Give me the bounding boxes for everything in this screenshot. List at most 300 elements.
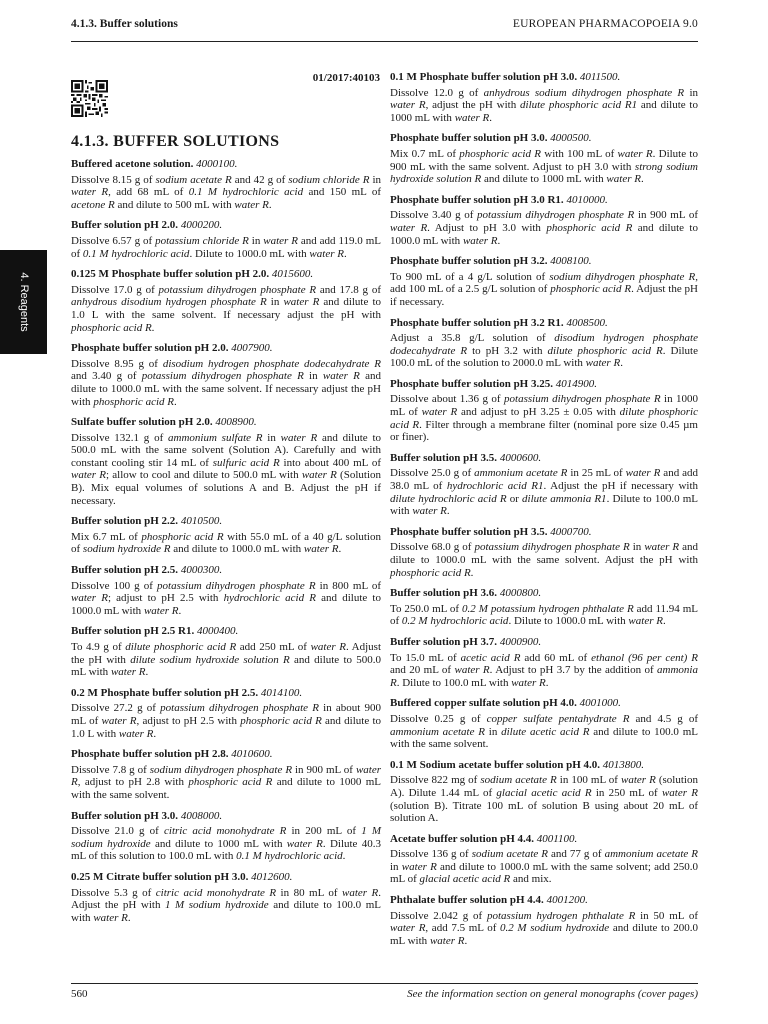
- reagent-name: potassium dihydrogen phosphate R: [504, 393, 661, 406]
- body-text: in 50 mL of: [635, 909, 699, 922]
- entry-title: [71, 515, 381, 528]
- body-text: and dilute to 1000.0 mL with: [170, 543, 304, 556]
- entry-code: 4000600.: [499, 451, 542, 464]
- body-text: .: [173, 395, 177, 408]
- body-text: Dissolve 8.15 g of: [71, 173, 156, 186]
- buffer-entry: [390, 71, 698, 124]
- reagent-name: dilute hydrochloric acid R: [390, 492, 507, 505]
- reagent-name: phosphoric acid R: [141, 530, 224, 543]
- body-text: . Dilute to 1000.0 mL with: [508, 615, 629, 628]
- body-text: and dilute to 1000 mL with: [390, 99, 698, 124]
- entry-body: [71, 641, 381, 679]
- entry-name: 0.125 M Phosphate buffer solution pH 2.0.: [71, 268, 270, 281]
- body-text: in: [303, 370, 323, 383]
- reagent-name: water R: [309, 247, 344, 260]
- reagent-name: ammonium acetate R: [390, 725, 485, 738]
- body-text: and 17.8 g of: [316, 283, 381, 296]
- entry-title: [390, 132, 698, 145]
- entry-body: [71, 284, 381, 334]
- body-text: in: [266, 296, 284, 309]
- body-text: and 77 g of: [548, 848, 605, 861]
- body-text: To 15.0 mL of: [390, 651, 461, 664]
- reagent-name: phosphoric acid R: [93, 395, 174, 408]
- body-text: and adjust to pH 3.25 ± 0.05 with: [457, 406, 620, 419]
- body-text: To 900 mL of a 4 g/L solution of: [390, 270, 550, 283]
- entry-name: Buffer solution pH 3.6.: [390, 587, 498, 600]
- reagent-name: dilute phosphoric acid R: [390, 406, 698, 431]
- body-text: , add 7.5 mL of: [425, 922, 501, 935]
- body-text: and dilute to 1.0 L with: [71, 714, 381, 740]
- reagent-name: water R: [118, 727, 154, 740]
- body-text: . Adjust the pH if necessary.: [390, 283, 698, 308]
- body-text: (solution B). Titrate 100 mL of solution B using about 20 mL of solution A.: [390, 799, 698, 825]
- reagent-name: potassium dihydrogen phosphate R: [477, 209, 635, 222]
- entry-code: 4010000.: [566, 193, 608, 206]
- reagent-name: water R: [644, 541, 680, 554]
- reagent-name: 0.1 M hydrochloric acid: [82, 247, 190, 260]
- entry-body: [71, 235, 381, 260]
- body-text: in 200 mL of: [286, 825, 362, 838]
- body-text: in 800 mL of: [315, 579, 382, 592]
- header-divider: [71, 41, 698, 42]
- right-column: [390, 71, 698, 955]
- reagent-name: water R: [143, 604, 179, 617]
- entry-body: [390, 148, 698, 186]
- body-text: into about 400 mL of: [279, 456, 381, 469]
- reagent-name: sodium acetate R: [471, 848, 548, 861]
- reagent-name: glacial acetic acid R: [496, 786, 592, 799]
- reagent-name: water R: [454, 664, 490, 677]
- body-text: .: [545, 676, 549, 689]
- entry-code: 4001200.: [546, 894, 588, 907]
- body-text: . Filter through a membrane filter (nominal pore size 0.45 µm or finer).: [390, 418, 698, 444]
- reagent-name: water R: [606, 173, 641, 186]
- entry-title: [71, 625, 381, 638]
- entry-code: 4015600.: [271, 268, 314, 281]
- reagent-name: dilute acetic acid R: [501, 725, 590, 738]
- buffer-entry: [390, 378, 698, 444]
- body-text: in: [390, 860, 402, 873]
- entry-title: [390, 636, 698, 649]
- body-text: and dilute to 500 mL with: [114, 198, 235, 211]
- entry-name: Buffered acetone solution.: [71, 158, 194, 170]
- reagent-name: acetic acid R: [460, 651, 521, 664]
- entry-body: [71, 174, 381, 212]
- body-text: Dissolve 6.57 g of: [71, 234, 156, 247]
- body-text: Dissolve 132.1 g of: [71, 431, 169, 444]
- reagent-name: potassium chloride R: [155, 234, 249, 247]
- body-text: , adjust to pH 2.8 with: [77, 776, 189, 789]
- entry-title: [390, 587, 698, 600]
- reagent-name: water R: [412, 505, 447, 518]
- reagent-name: 1 M sodium hydroxide: [71, 825, 381, 850]
- reagent-name: phosphoric acid R: [71, 321, 152, 334]
- reagent-name: sulfuric acid R: [212, 456, 280, 469]
- entry-title: [390, 194, 698, 207]
- body-text: . Dilute 40.3 mL of this solution to 100.0 mL with: [71, 837, 381, 863]
- footer-note: See the information section on general monographs (cover pages): [407, 988, 698, 1000]
- entry-code: 4001100.: [536, 832, 578, 845]
- entry-body: [390, 87, 698, 125]
- body-text: and dilute to 1000.0 mL with the same solvent; add 250.0 mL of: [390, 860, 699, 886]
- entry-code: 4008100.: [550, 255, 592, 268]
- reagent-name: sodium dihydrogen phosphate R: [549, 270, 696, 283]
- reagent-name: dilute phosphoric acid R: [547, 344, 663, 357]
- buffer-entry: [71, 687, 381, 740]
- body-text: .: [489, 111, 492, 124]
- running-header-section: 4.1.3. Buffer solutions: [71, 18, 178, 30]
- body-text: and dilute to 1000.0 mL with: [390, 221, 698, 247]
- reagent-name: water R: [101, 714, 137, 727]
- body-text: Dissolve 17.0 g of: [71, 283, 159, 296]
- entry-body: [390, 393, 698, 443]
- entry-name: Buffered copper sulfate solution pH 4.0.: [390, 697, 577, 710]
- entry-name: Sulfate buffer solution pH 2.0.: [71, 416, 213, 429]
- body-text: To 250.0 mL of: [390, 602, 463, 615]
- body-text: , adjust to pH 2.5 with: [136, 714, 241, 727]
- body-text: . Dilute to 100.0 mL with: [390, 492, 698, 518]
- body-text: ; adjust to pH 2.5 with: [107, 592, 224, 605]
- entry-title: [71, 748, 381, 761]
- body-text: Dissolve 27.2 g of: [71, 702, 161, 715]
- reagent-name: water R: [280, 431, 318, 444]
- entry-name: Buffer solution pH 3.0.: [71, 809, 179, 822]
- reagent-name: dilute phosphoric acid R1: [520, 99, 638, 112]
- body-text: .: [620, 357, 623, 370]
- body-text: in: [262, 431, 281, 444]
- body-text: in: [369, 173, 381, 186]
- body-text: Dissolve 2.042 g of: [390, 909, 487, 922]
- body-text: and add 38.0 mL of: [390, 467, 699, 493]
- entry-name: Acetate buffer solution pH 4.4.: [390, 832, 535, 845]
- buffer-entry: [390, 526, 698, 579]
- reagent-name: dilute sodium hydroxide solution R: [130, 653, 290, 666]
- reagent-name: water R: [585, 357, 621, 370]
- body-text: .: [127, 911, 131, 924]
- entry-code: 4000800.: [499, 587, 542, 600]
- body-text: . Adjust to pH 3.7 by the addition of: [489, 664, 658, 677]
- reagent-name: 0.2 M hydrochloric acid: [401, 615, 509, 628]
- body-text: .: [153, 727, 157, 740]
- entry-name: Phosphate buffer solution pH 2.8.: [71, 748, 229, 761]
- buffer-entry: [390, 894, 698, 947]
- body-text: to pH 3.2 with: [467, 344, 548, 357]
- reagent-name: citric acid monohydrate R: [164, 825, 287, 838]
- buffer-entry: [390, 587, 698, 628]
- buffer-entry: [71, 748, 381, 801]
- entry-name: Buffer solution pH 3.7.: [390, 635, 498, 648]
- reagent-name: phosphoric acid R: [240, 714, 322, 727]
- entry-title: [390, 697, 698, 710]
- reagent-name: ethanol (96 per cent) R: [591, 651, 699, 664]
- reagent-name: ammonia R: [390, 664, 698, 689]
- entry-body: [390, 467, 698, 517]
- reagent-name: water R: [390, 99, 426, 112]
- body-text: . Adjust the pH if necessary with: [543, 480, 699, 493]
- body-text: ; allow to cool and dilute to 500.0 mL with: [106, 469, 302, 482]
- entry-code: 4000400.: [197, 625, 239, 638]
- entry-body: [71, 887, 381, 925]
- body-text: .: [470, 566, 474, 579]
- entry-body: [390, 774, 698, 824]
- entry-code: 4014900.: [555, 377, 597, 390]
- reagent-name: water R: [401, 860, 437, 873]
- buffer-entry: [390, 132, 698, 185]
- entry-body: [390, 271, 698, 309]
- entry-code: 4010600.: [231, 748, 273, 761]
- reagent-name: water R: [421, 406, 458, 419]
- body-text: in: [629, 541, 645, 554]
- entry-title: [71, 268, 381, 281]
- reagent-name: copper sulfate pentahydrate R: [486, 712, 630, 725]
- buffer-entry: [390, 194, 698, 247]
- body-text: in 100 mL of: [556, 774, 621, 787]
- entry-title: [390, 526, 698, 539]
- body-text: .: [338, 543, 342, 556]
- body-text: .: [497, 234, 501, 247]
- entry-name: Buffer solution pH 2.5 R1.: [71, 625, 195, 638]
- reagent-name: water R: [661, 786, 698, 799]
- body-text: Mix 0.7 mL of: [390, 147, 460, 160]
- body-text: and 4.5 g of: [629, 712, 698, 725]
- reagent-name: phosphoric acid R: [546, 221, 633, 234]
- reagent-name: water R: [71, 469, 106, 482]
- reagent-name: dilute ammonia R1: [522, 492, 607, 505]
- reagent-name: 0.2 M sodium hydroxide: [500, 922, 610, 935]
- body-text: .: [640, 173, 644, 186]
- body-text: .: [343, 247, 347, 260]
- entry-code: 4000700.: [550, 525, 592, 538]
- body-text: in: [484, 725, 502, 738]
- body-text: and dilute to 1000.0 mL with: [71, 592, 381, 617]
- reagent-name: water R: [71, 592, 108, 605]
- body-text: . Adjust the pH with: [71, 641, 382, 666]
- body-text: in 25 mL of: [567, 467, 626, 480]
- entry-name: Buffer solution pH 3.5.: [390, 451, 498, 464]
- entry-title: [390, 759, 698, 772]
- reagent-name: 0.2 M potassium hydrogen phthalate R: [462, 602, 634, 615]
- reagent-name: sodium acetate R: [155, 173, 232, 186]
- entry-body: [71, 702, 381, 740]
- reagent-name: water R: [454, 111, 490, 124]
- entry-body: [390, 541, 698, 579]
- reagent-name: water R: [390, 922, 426, 935]
- entry-code: 4011500.: [579, 71, 621, 83]
- entry-body: [71, 432, 381, 508]
- body-text: and 20 mL of: [390, 664, 455, 677]
- entry-code: 4008000.: [180, 809, 223, 822]
- buffer-entry: [71, 515, 381, 556]
- entry-name: 0.25 M Citrate buffer solution pH 3.0.: [71, 870, 249, 883]
- reagent-name: hydrochloric acid R: [223, 592, 316, 605]
- entry-title: [390, 255, 698, 268]
- entry-name: Buffer solution pH 2.0.: [71, 219, 179, 232]
- entry-title: [390, 833, 698, 846]
- entry-body: [390, 603, 698, 628]
- entry-body: [390, 910, 698, 948]
- reagent-name: water R: [628, 615, 663, 628]
- entry-code: 4010500.: [180, 515, 223, 528]
- reagent-name: potassium dihydrogen phosphate R: [474, 541, 630, 554]
- reagent-name: ammonium acetate R: [474, 467, 568, 480]
- body-text: , adjust the pH with: [425, 99, 521, 112]
- body-text: To 4.9 g of: [71, 641, 126, 653]
- buffer-entry: [71, 810, 381, 863]
- buffer-entry: [71, 871, 381, 924]
- buffer-entry: [71, 158, 381, 211]
- body-text: and dilute to 500.0 mL with the same solvent (Solution A). Carefully and with constant cooling stir 14 mL of: [71, 431, 381, 469]
- entry-code: 4000200.: [180, 219, 223, 232]
- body-text: . Dilute to 1000.0 mL with: [189, 247, 310, 260]
- body-text: add 11.94 mL of: [390, 602, 698, 628]
- body-text: add 250 mL of: [236, 641, 311, 653]
- entry-title: [71, 158, 381, 171]
- body-text: in: [684, 86, 698, 99]
- entry-name: Phosphate buffer solution pH 3.0.: [390, 132, 548, 145]
- reagent-name: water R: [621, 774, 656, 787]
- entry-name: 0.1 M Phosphate buffer solution pH 3.0.: [390, 71, 578, 83]
- entry-title: [390, 452, 698, 465]
- reagent-name: phosphoric acid R: [459, 147, 541, 160]
- reagent-name: water R: [429, 934, 465, 947]
- reagent-name: ammonium sulfate R: [168, 431, 263, 444]
- body-text: add 60 mL of: [520, 651, 592, 664]
- body-text: in 900 mL of: [634, 209, 698, 222]
- entry-code: 4000900.: [499, 635, 542, 648]
- entry-title: [71, 810, 381, 823]
- body-text: . Adjust the pH with: [71, 886, 381, 912]
- reagent-name: water R: [617, 147, 653, 160]
- body-text: . Dilute to 100.0 mL with: [396, 676, 512, 689]
- reagent-name: potassium hydrogen phthalate R: [487, 909, 636, 922]
- body-text: Dissolve 3.40 g of: [390, 209, 478, 222]
- body-text: Dissolve 7.8 g of: [71, 763, 150, 776]
- reagent-name: water R: [310, 641, 346, 653]
- entry-title: [71, 687, 381, 700]
- buffer-entry: [71, 219, 381, 260]
- reagent-name: water R: [303, 543, 339, 556]
- buffer-entry: [71, 625, 381, 678]
- reagent-name: disodium hydrogen phosphate dodecahydrate R: [390, 332, 698, 357]
- buffer-entry: [71, 342, 381, 408]
- buffer-entry: [71, 416, 381, 507]
- body-text: Dissolve 21.0 g of: [71, 825, 164, 838]
- body-text: with 55.0 mL of a 40 g/L solution of: [71, 530, 381, 556]
- body-text: and 42 g of: [231, 173, 289, 186]
- reagent-name: water R: [342, 886, 379, 899]
- reagent-name: strong sodium hydroxide solution R: [390, 160, 698, 186]
- body-text: (solution A). Dilute 1.44 mL of: [390, 774, 698, 799]
- entry-name: 0.1 M Sodium acetate buffer solution pH 4.0.: [390, 758, 601, 771]
- reagent-name: water R: [71, 186, 109, 199]
- entry-code: 4007900.: [231, 342, 273, 355]
- reagent-name: phosphoric acid R: [550, 283, 632, 296]
- body-text: .: [662, 615, 666, 628]
- buffer-entry: [390, 317, 698, 370]
- reagent-name: hydrochloric acid R1: [446, 480, 544, 493]
- body-text: and dilute to 1000 mL with: [150, 837, 287, 850]
- entry-title: [71, 219, 381, 232]
- reagent-name: water R: [286, 837, 323, 850]
- body-text: in: [248, 234, 264, 247]
- entry-body: [390, 713, 698, 751]
- entry-name: Buffer solution pH 2.2.: [71, 515, 179, 528]
- body-text: and dilute to 100.0 mL with the same solvent.: [390, 725, 699, 751]
- body-text: .: [464, 934, 468, 947]
- entry-body: [390, 209, 698, 247]
- reagent-name: phosphoric acid R: [390, 566, 471, 579]
- reagent-name: potassium dihydrogen phosphate R: [160, 702, 319, 715]
- body-text: Dissolve 100 g of: [71, 579, 158, 592]
- reagent-name: sodium hydroxide R: [82, 543, 171, 556]
- entry-name: 0.2 M Phosphate buffer solution pH 2.5.: [71, 686, 259, 699]
- reagent-name: water R: [322, 370, 360, 383]
- reagent-name: potassium dihydrogen phosphate R: [158, 283, 317, 296]
- reagent-name: water R: [110, 666, 146, 679]
- monograph-reference-number: 01/2017:40103: [312, 72, 380, 84]
- reagent-name: water R: [462, 234, 498, 247]
- entry-code: 4014100.: [260, 686, 303, 699]
- body-text: in 80 mL of: [276, 886, 342, 899]
- body-text: and 150 mL of: [303, 186, 382, 199]
- body-text: . Dilute to 900 mL with the same solvent. Adjust to pH 3.0 with: [390, 147, 698, 173]
- reagent-name: anhydrous sodium dihydrogen phosphate R: [483, 86, 685, 99]
- reagent-name: water R: [71, 763, 381, 789]
- entry-title: [71, 871, 381, 884]
- entry-code: 4008900.: [215, 416, 257, 429]
- reagent-name: potassium dihydrogen phosphate R: [141, 370, 304, 383]
- reagent-name: water R: [263, 234, 298, 247]
- buffer-entry: [71, 564, 381, 617]
- entry-name: Phosphate buffer solution pH 2.0.: [71, 342, 229, 355]
- entry-title: [71, 342, 381, 355]
- body-text: and dilute to 200.0 mL with: [390, 922, 698, 947]
- body-text: and dilute to 100.0 mL with: [71, 899, 381, 924]
- body-text: and dilute to 1000.0 mL with the same solvent. If necessary adjust the pH with: [71, 370, 382, 408]
- body-text: and dilute to 500.0 mL with: [71, 653, 381, 679]
- entry-title: [71, 564, 381, 577]
- body-text: Dissolve about 1.36 g of: [390, 393, 505, 406]
- reagent-name: citric acid monohydrate R: [155, 886, 277, 899]
- entry-code: 4012600.: [251, 870, 293, 883]
- body-text: Dissolve 136 g of: [390, 848, 472, 861]
- buffer-entry: [390, 833, 698, 886]
- buffer-entry: [71, 268, 381, 334]
- body-text: .: [151, 321, 155, 334]
- entry-code: 4000100.: [196, 158, 238, 170]
- reagent-name: acetone R: [71, 198, 115, 211]
- body-text: Mix 6.7 mL of: [71, 530, 142, 543]
- entry-body: [71, 580, 381, 618]
- body-text: .: [178, 604, 182, 617]
- reagent-name: water R: [301, 469, 337, 482]
- reagent-name: 0.1 M hydrochloric acid: [188, 186, 304, 199]
- entry-body: [390, 332, 698, 370]
- body-text: or: [506, 492, 523, 505]
- entry-name: Buffer solution pH 2.5.: [71, 564, 179, 577]
- qr-code-icon: [71, 80, 108, 117]
- entry-body: [71, 825, 381, 863]
- body-text: Dissolve 822 mg of: [390, 774, 481, 787]
- entry-code: 4000500.: [550, 132, 592, 145]
- reagent-name: dilute phosphoric acid R: [125, 641, 237, 653]
- body-text: and dilute to 1000 mL with the same solvent.: [71, 776, 381, 801]
- side-tab-label: 4. Reagents: [17, 272, 30, 332]
- entry-title: [390, 378, 698, 391]
- body-text: in 1000 mL of: [390, 393, 698, 419]
- reagent-name: potassium dihydrogen phosphate R: [157, 579, 316, 592]
- body-text: , add 100 mL of a 2.5 g/L solution of: [390, 270, 699, 296]
